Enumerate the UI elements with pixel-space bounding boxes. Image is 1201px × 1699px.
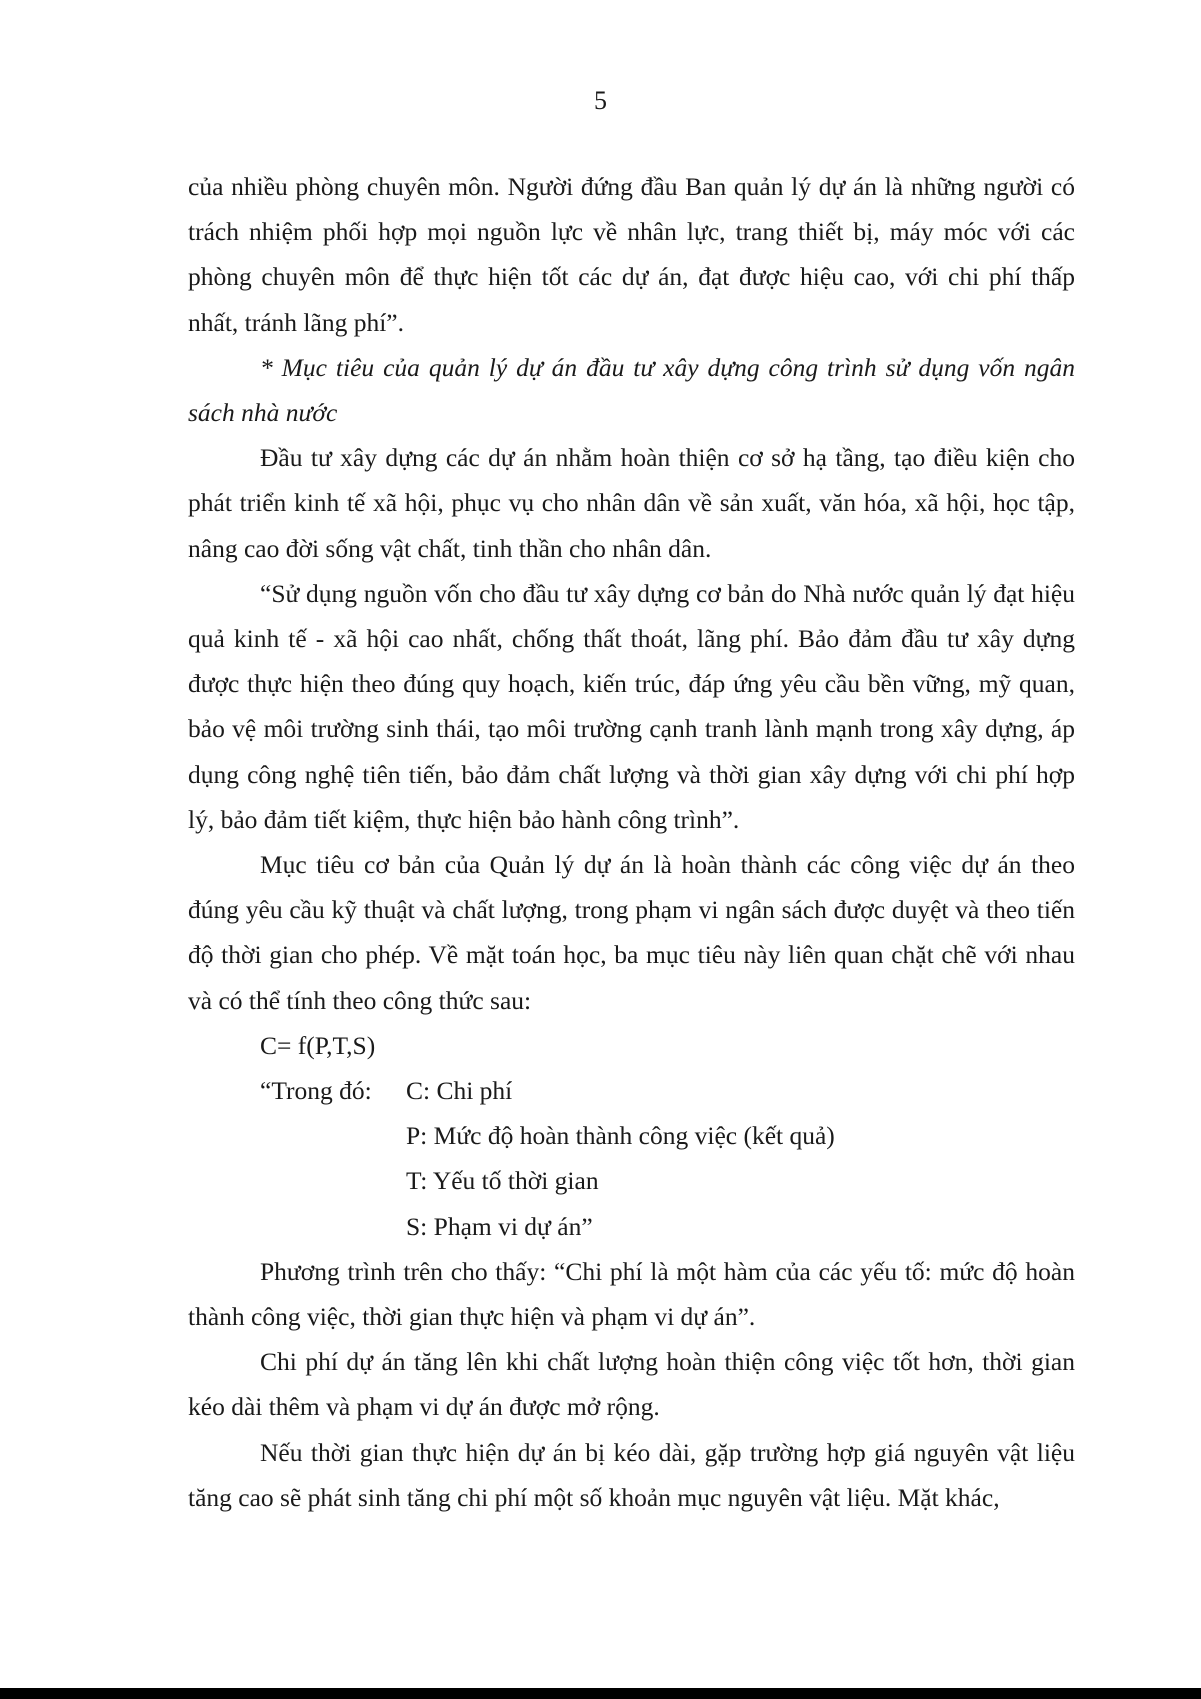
definition-item: C: Chi phí	[406, 1076, 513, 1106]
definition-item: P: Mức độ hoàn thành công việc (kết quả)	[406, 1121, 835, 1151]
definition-item: T: Yếu tố thời gian	[406, 1166, 599, 1196]
definition-spacer	[188, 1158, 406, 1203]
definition-lead: “Trong đó:	[260, 1076, 372, 1106]
paragraph: Nếu thời gian thực hiện dự án bị kéo dài, gặp trường hợp giá nguyên vật liệu tăng cao sẽ phát sinh tăng chi phí một số khoản mục nguyên vật liệu. Mặt khác,	[188, 1437, 1075, 1512]
paragraph-quote: “Sử dụng nguồn vốn cho đầu tư xây dựng cơ bản do Nhà nước quản lý đạt hiệu quả kinh tế - xã hội cao nhất, chống thất thoát, lãng phí. Bảo đảm đầu tư xây dựng được thực hiện theo đúng quy hoạch, kiến trúc, đáp ứng yêu cầu bền vững, mỹ quan, bảo vệ môi trường sinh thái, tạo môi trường cạnh tranh lành mạnh trong xây dựng, áp dụng công nghệ tiên tiến, bảo đảm chất lượng và thời gian xây dựng với chi phí hợp lý, bảo đảm tiết kiệm, thực hiện bảo hành công trình”.	[188, 578, 1075, 834]
bottom-border	[0, 1688, 1201, 1699]
section-heading: * Mục tiêu của quản lý dự án đầu tư xây dựng công trình sử dụng vốn ngân sách nhà nước	[188, 352, 1075, 428]
definition-row	[188, 1204, 1075, 1249]
paragraph: Mục tiêu cơ bản của Quản lý dự án là hoàn thành các công việc dự án theo đúng yêu cầu kỹ thuật và chất lượng, trong phạm vi ngân sách được duyệt và theo tiến độ thời gian cho phép. Về mặt toán học, ba mục tiêu này liên quan chặt chẽ với nhau và có thể tính theo công thức sau:	[188, 850, 1075, 1015]
paragraph: Đầu tư xây dựng các dự án nhằm hoàn thiện cơ sở hạ tầng, tạo điều kiện cho phát triển kinh tế xã hội, phục vụ cho nhân dân về sản xuất, văn hóa, xã hội, học tập, nâng cao đời sống vật chất, tinh thần cho nhân dân.	[188, 443, 1075, 563]
paragraph: Chi phí dự án tăng lên khi chất lượng hoàn thiện công việc tốt hơn, thời gian kéo dài thêm và phạm vi dự án được mở rộng.	[188, 1347, 1075, 1422]
definition-row	[188, 1068, 1075, 1113]
page-number: 5	[594, 86, 607, 115]
paragraph-continued: của nhiều phòng chuyên môn. Người đứng đầu Ban quản lý dự án là những người có trách nhiệm phối hợp mọi nguồn lực về nhân lực, trang thiết bị, máy móc với các phòng chuyên môn để thực hiện tốt các dự án, đạt được hiệu cao, với chi phí thấp nhất, tránh lãng phí”.	[188, 172, 1075, 337]
definition-row	[188, 1158, 1075, 1203]
formula: C= f(P,T,S)	[260, 1030, 376, 1060]
definition-spacer	[188, 1113, 406, 1158]
definition-item: S: Phạm vi dự án”	[406, 1211, 593, 1241]
definition-row	[188, 1113, 1075, 1158]
paragraph: Phương trình trên cho thấy: “Chi phí là một hàm của các yếu tố: mức độ hoàn thành công việc, thời gian thực hiện và phạm vi dự án”.	[188, 1256, 1075, 1332]
document-body	[188, 164, 1075, 1520]
definition-spacer	[188, 1204, 406, 1249]
